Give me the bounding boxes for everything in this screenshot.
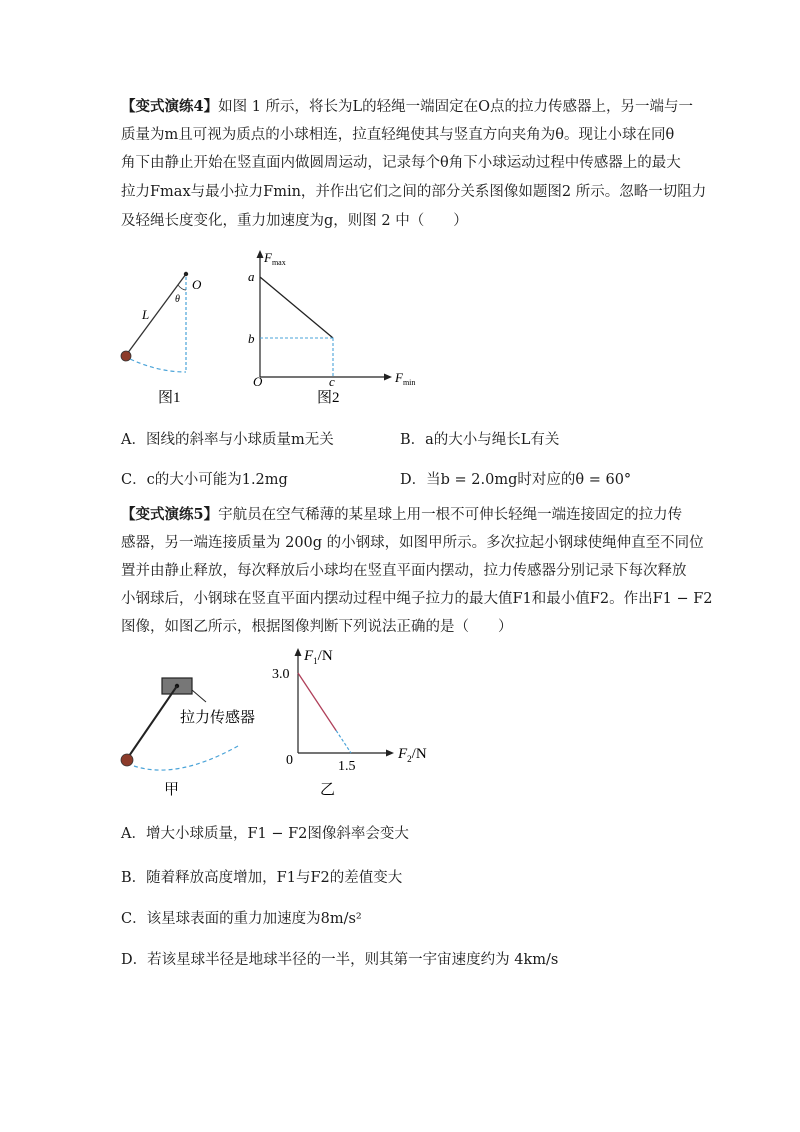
arc-path xyxy=(134,746,238,770)
q5-tag: 【变式演练5】 xyxy=(121,506,219,523)
arc-path xyxy=(124,356,186,372)
q4-option-d[interactable]: D．当b = 2.0mg时对应的θ = 60° xyxy=(400,472,632,488)
q5-line-1: 【变式演练5】宇航员在空气稀薄的某星球上用一根不可伸长轻绳一端连接固定的拉力传 xyxy=(121,506,683,523)
q4-option-a[interactable]: A．图线的斜率与小球质量m无关 xyxy=(121,432,334,448)
q5-option-d[interactable]: D．若该星球半径是地球半径的一半，则其第一宇宙速度约为 4km/s xyxy=(121,952,559,968)
q5-line-4: 小钢球后，小钢球在竖直平面内摆动过程中绳子拉力的最大值F1和最小值F2。作出F1 − F2 xyxy=(121,591,713,607)
fig2-label-b: b xyxy=(248,331,255,346)
q4-figure-1 xyxy=(110,262,220,412)
fig1-label-o: O xyxy=(192,277,202,292)
fig2-label-c: c xyxy=(329,374,335,389)
q4-tag: 【变式演练4】 xyxy=(121,98,219,115)
fig-yi-caption: 乙 xyxy=(320,782,336,798)
q5-option-b[interactable]: B．随着释放高度增加，F1与F2的差值变大 xyxy=(121,870,403,886)
q4-line-4: 拉力Fmax与最小拉力Fmin，并作出它们之间的部分关系图像如题图2 所示。忽略一切阻力 xyxy=(121,184,707,200)
rope xyxy=(127,274,186,354)
q4-option-c[interactable]: C．c的大小可能为1.2mg xyxy=(121,472,288,488)
angle-arc xyxy=(178,285,186,290)
sensor-label: 拉力传感器 xyxy=(180,710,256,726)
y-axis-arrow-icon xyxy=(257,250,264,258)
q4-line-5: 及轻绳长度变化，重力加速度为g，则图 2 中（ ） xyxy=(121,213,468,229)
fig2-label-a: a xyxy=(248,269,255,284)
sensor-leader-line xyxy=(192,690,206,702)
q5-figure-yi xyxy=(270,642,450,802)
fig1-label-l: L xyxy=(142,307,150,322)
q4-figure-2 xyxy=(240,244,420,414)
data-line-solid xyxy=(298,673,336,731)
x-axis-arrow-icon xyxy=(386,750,394,757)
q5-option-c[interactable]: C．该星球表面的重力加速度为8m/s² xyxy=(121,911,362,927)
q4-line-2: 质量为m且可视为质点的小球相连，拉直轻绳使其与竖直方向夹角为θ。现让小球在同θ xyxy=(121,127,675,143)
ball-icon xyxy=(121,351,131,361)
fig2-label-o: O xyxy=(253,374,263,389)
yi-ylabel: $F_1/N$ xyxy=(304,648,333,666)
data-line-dashed xyxy=(336,731,351,753)
y-axis-arrow-icon xyxy=(295,648,302,656)
q4-option-b[interactable]: B．a的大小与绳长L有关 xyxy=(400,432,560,448)
q5-option-a[interactable]: A．增大小球质量，F1 − F2图像斜率会变大 xyxy=(121,826,409,842)
q5-figure-jia xyxy=(112,672,282,802)
fig1-caption: 图1 xyxy=(158,390,181,406)
fig2-xlabel: $F_{min}$ xyxy=(395,370,416,387)
rope xyxy=(129,686,177,756)
fig2-caption: 图2 xyxy=(317,390,340,406)
q4-line-1: 【变式演练4】如图 1 所示，将长为L的轻绳一端固定在O点的拉力传感器上，另一端与一 xyxy=(121,98,694,115)
yi-xlabel: $F_2/N$ xyxy=(398,746,427,764)
x-axis-arrow-icon xyxy=(384,374,392,381)
graph-line xyxy=(260,277,333,338)
yi-origin: 0 xyxy=(286,753,293,768)
q4-line-3: 角下由静止开始在竖直面内做圆周运动，记录每个θ角下小球运动过程中传感器上的最大 xyxy=(121,155,681,171)
fig-jia-caption: 甲 xyxy=(164,782,180,798)
yi-tick-x: 1.5 xyxy=(338,759,356,774)
yi-tick-y: 3.0 xyxy=(272,667,290,682)
q5-line-2: 感器，另一端连接质量为 200g 的小钢球，如图甲所示。多次拉起小钢球使绳伸直至不同位 xyxy=(121,535,704,551)
fig1-label-theta: θ xyxy=(175,294,180,305)
fig2-ylabel: $F_{max}$ xyxy=(264,250,286,267)
ball-icon xyxy=(121,754,133,766)
q5-line-3: 置并由静止释放，每次释放后小球均在竖直平面内摆动，拉力传感器分别记录下每次释放 xyxy=(121,563,687,579)
q5-line-5: 图像，如图乙所示，根据图像判断下列说法正确的是（ ） xyxy=(121,619,513,635)
pivot-point xyxy=(184,272,188,276)
